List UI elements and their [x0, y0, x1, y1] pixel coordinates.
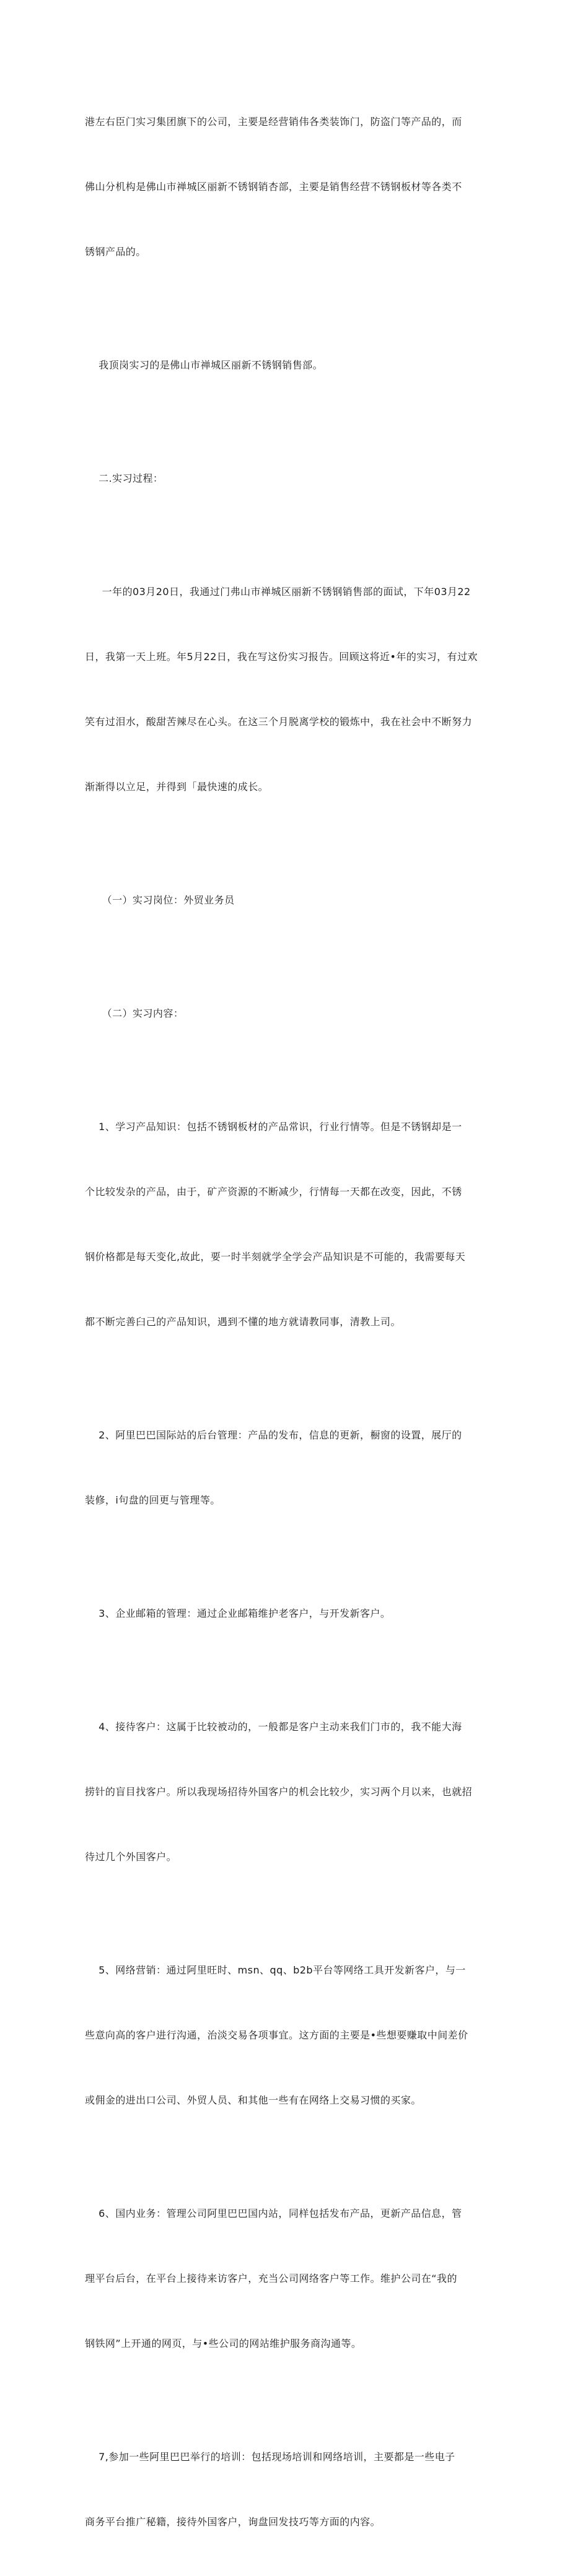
text-line: 7,参加一些阿里巴巴举行的培训：包括现场培训和网络培训，主要都是一些电子 — [85, 2451, 455, 2463]
text-line: 装修，i句盘的回更与管理等。 — [85, 1494, 221, 1506]
text-line: 都不断完善臼己的产品知识，遇到不懂的地方就请教同事，清教上司。 — [85, 1316, 401, 1328]
text-line: 4、接待客户：这属于比较被动的，一般都是客户主动来我们门市的，我不能大海 — [85, 1721, 462, 1733]
text-line: 2、阿里巴巴国际站的后台管理：产品的发布，信息的更新，橱窗的设置，展厅的 — [85, 1429, 462, 1441]
text-line: 钢铁网”上开通的网页，与•些公司的网站维护服务商沟通等。 — [85, 2338, 362, 2349]
text-line: 笑有过泪水，酸甜苦辣尽在心头。在这三个月脱离学校的锻炼中，我在社会中不断努力 — [85, 716, 473, 728]
text-line: 6、国内业务：管理公司阿里巴巴国内站，同样包括发布产品，更新产品信息，管 — [85, 2208, 462, 2219]
text-line: 商务平台推广秘籍，接待外国客户，询盘回发技巧等方面的内容。 — [85, 2516, 381, 2528]
text-line: 3、企业邮箱的管理：通过企业邮箱维护老客户，与开发新客户。 — [85, 1608, 391, 1619]
text-line: 一年的03月20日，我通过门弗山市禅城区丽新不锈钢销售部的面试，下年03月22 — [85, 586, 471, 598]
text-line: 待过几个外国客户。 — [85, 1851, 177, 1863]
section-heading-process — [85, 424, 488, 533]
text-line: 5、网络营销：通过阿里旺时、msn、qq、b2b平台等网络工具开发新客户，与一 — [85, 1964, 466, 1976]
text-line: 钢价格都是每天变化,故此，要一时半刻就学全学会产品知识是不可能的，我需要每天 — [85, 1251, 466, 1263]
subheading-content — [85, 959, 488, 1068]
text-line: 1、学习产品知识：包括不锈钢板材的产品常识，行业行情等。但是不锈钢却是一 — [85, 1121, 462, 1133]
text-line: （一）实习岗位：外贸业务员 — [85, 894, 235, 906]
text-line: 我顶岗实习的是佛山市禅城区丽新不锈钢销售部。 — [85, 359, 323, 371]
text-line: 锈钢产品的。 — [85, 246, 146, 258]
document-body — [85, 67, 488, 2576]
list-item-1-product-knowledge — [85, 1073, 488, 1376]
text-line: 些意向高的客户进行沟通，治淡交易各项事宜。这方面的主要是•些想要赚取中间差价 — [85, 2029, 468, 2041]
text-line: 或佣金的进出口公司、外贸人员、和其他一些有在网络上交易习惯的买家。 — [85, 2094, 421, 2106]
list-item-7-training — [85, 2403, 488, 2576]
text-line: 港左右臣门实习集团旗下的公司，主要是经营销伟各类装饰门，防盗门等产品的，而 — [85, 116, 462, 128]
text-line: 日，我第一天上班。年5月22日，我在写这份实习报告。回顾这将近•年的实习，有过欢 — [85, 651, 478, 663]
text-line: 二.实习过程： — [85, 472, 164, 484]
text-line: （二）实习内容： — [85, 1007, 184, 1019]
subheading-position — [85, 846, 488, 954]
text-line: 个比较发杂的产品，由于，矿产资源的不断减少，行情每一天都在改变，因此，不锈 — [85, 1186, 462, 1198]
list-item-2-alibaba-admin — [85, 1381, 488, 1554]
paragraph-company-intro — [85, 67, 488, 306]
text-line: 捞针的盲目找客户。所以我现场招待外国客户的机会比较少，实习两个月以来，也就招 — [85, 1786, 473, 1798]
list-item-6-domestic — [85, 2159, 488, 2398]
paragraph-internship-location — [85, 311, 488, 419]
list-item-3-email — [85, 1559, 488, 1668]
text-line: 理平台后台，在平台上接待来访客户，充当公司网络客户等工作。维护公司在“我的 — [85, 2273, 457, 2284]
paragraph-timeline — [85, 537, 488, 841]
text-line: 佛山分机构是佛山市禅城区丽新不锈钢销杏部，主要是销售经营不锈钢板材等各类不 — [85, 181, 462, 193]
list-item-5-online-marketing — [85, 1916, 488, 2154]
text-line: 渐渐得以立足，并得到「最快速的成长。 — [85, 781, 269, 793]
list-item-4-reception — [85, 1673, 488, 1911]
